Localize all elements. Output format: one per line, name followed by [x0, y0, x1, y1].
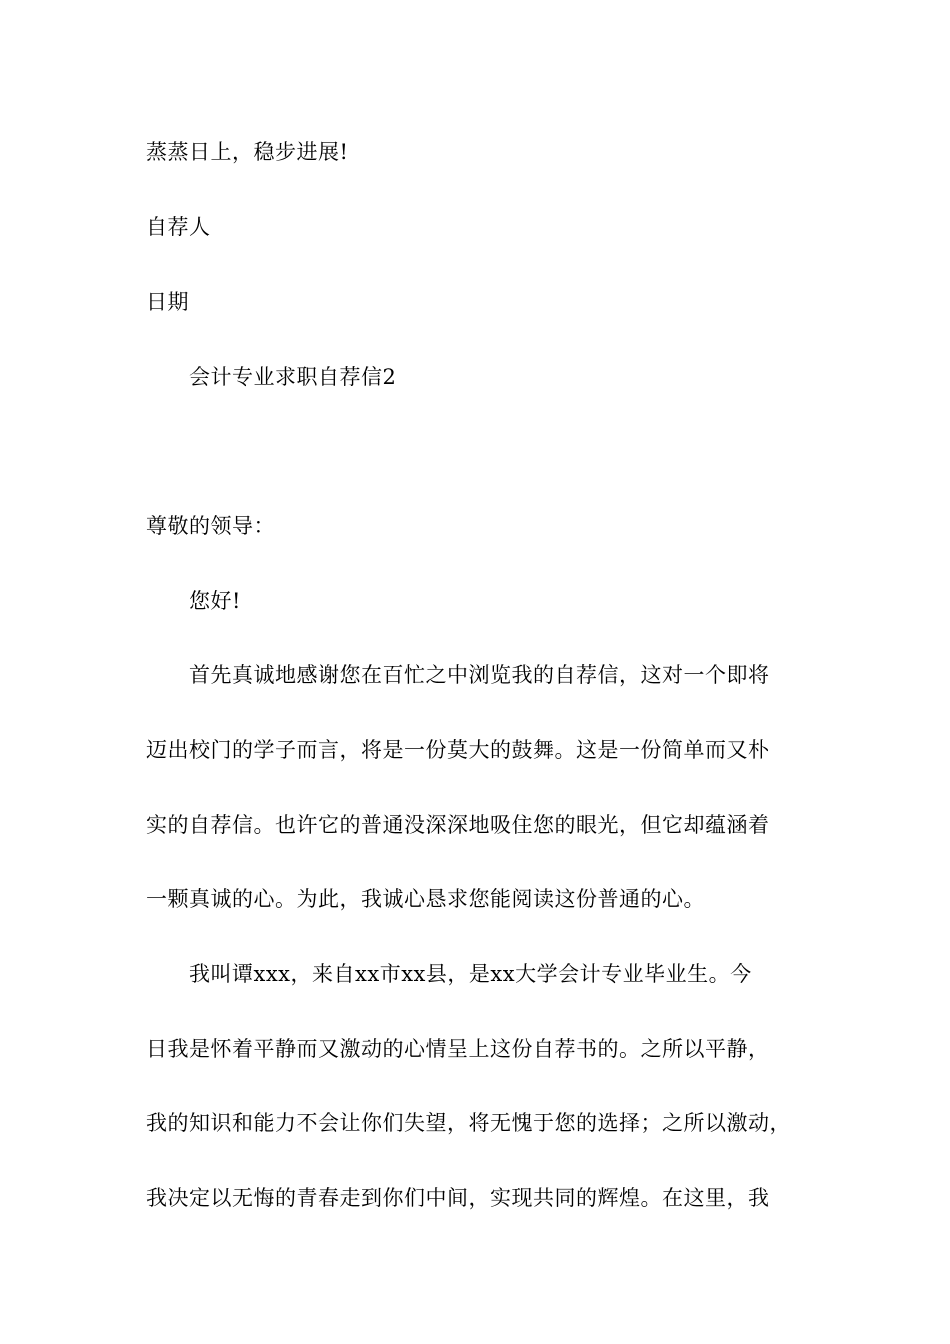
paragraph-line: 我的知识和能力不会让你们失望，将无愧于您的选择；之所以激动， [146, 1111, 791, 1135]
closing-line: 蒸蒸日上，稳步进展! [146, 140, 349, 164]
paragraph-line: 我决定以无悔的青春走到你们中间，实现共同的辉煌。在这里，我 [146, 1186, 770, 1210]
paragraph-line: 实的自荐信。也许它的普通没深深地吸住您的眼光，但它却蕴涵着 [146, 813, 770, 837]
greeting: 您好! [189, 589, 241, 613]
paragraph-line: 迈出校门的学子而言，将是一份莫大的鼓舞。这是一份简单而又朴 [146, 738, 770, 762]
salutation: 尊敬的领导： [146, 514, 275, 538]
paragraph-line: 我叫谭xxx，来自xx市xx县，是xx大学会计专业毕业生。今 [189, 962, 752, 986]
date-label: 日期 [146, 290, 189, 314]
letter-title: 会计专业求职自荐信2 [189, 365, 397, 389]
signer-label: 自荐人 [146, 215, 211, 239]
paragraph-line: 首先真诚地感谢您在百忙之中浏览我的自荐信，这对一个即将 [189, 663, 770, 687]
paragraph-line: 一颗真诚的心。为此，我诚心恳求您能阅读这份普通的心。 [146, 887, 705, 911]
paragraph-line: 日我是怀着平静而又激动的心情呈上这份自荐书的。之所以平静， [146, 1037, 770, 1061]
